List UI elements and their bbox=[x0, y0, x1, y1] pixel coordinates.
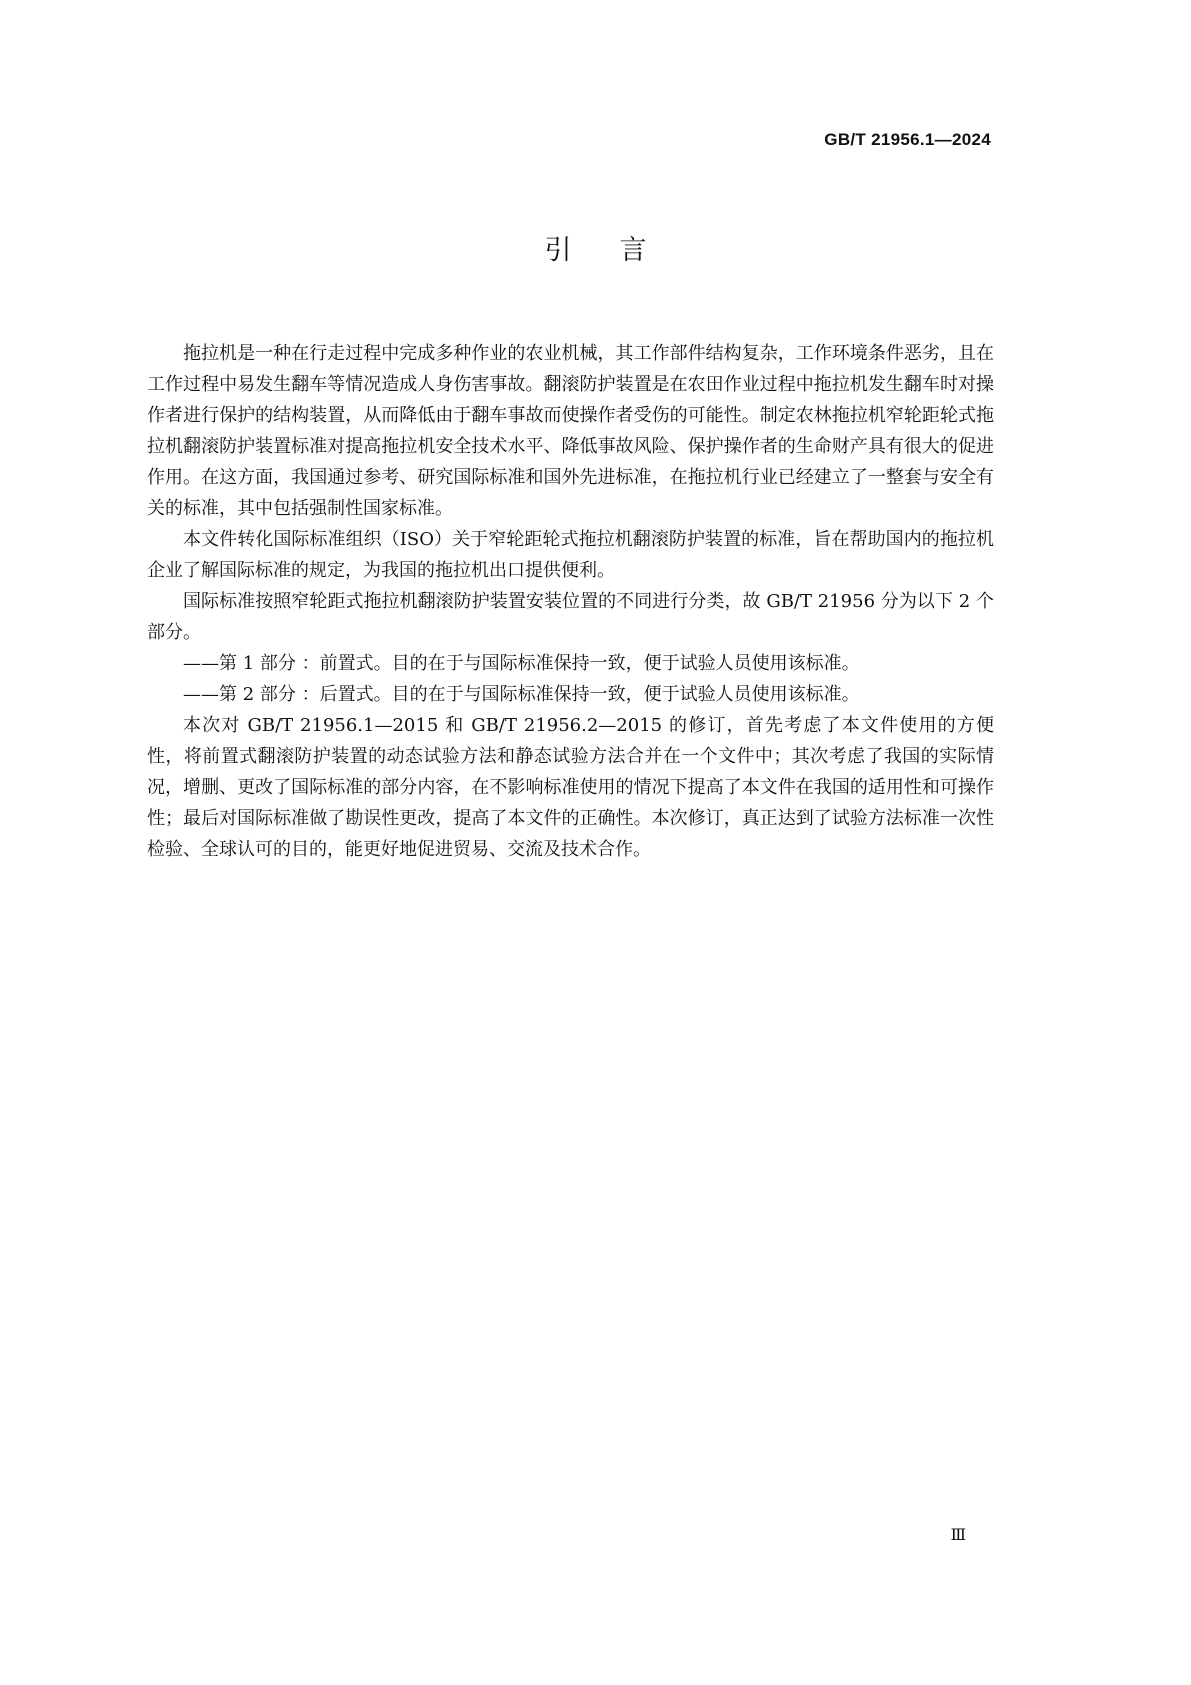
paragraph-revision: 本次对 GB/T 21956.1—2015 和 GB/T 21956.2—2015 的修订，首先考虑了本文件使用的方便性，将前置式翻滚防护装置的动态试验方法和静态试验方法合并在一个文件中；其次考虑了我国的实际情况，增删、更改了国际标准的部分内容，在不影响标准使用的情况下提高了本文件在我国的适用性和可操作性；最后对国际标准做了勘误性更改，提高了本文件的正确性。本次修订，真正达到了试验方法标准一次性检验、全球认可的目的，能更好地促进贸易、交流及技术合作。 bbox=[147, 715, 994, 860]
list-item-part-1: ——第 1 部分 ：前置式。目的在于与国际标准保持一致，便于试验人员使用该标准。 bbox=[183, 653, 860, 674]
paragraph-structure: 国际标准按照窄轮距式拖拉机翻滚防护装置安装位置的不同进行分类，故 GB/T 21956 分为以下 2 个部分。 bbox=[147, 591, 994, 643]
paragraph-purpose: 本文件转化国际标准组织（ISO）关于窄轮距轮式拖拉机翻滚防护装置的标准，旨在帮助国内的拖拉机企业了解国际标准的规定，为我国的拖拉机出口提供便利。 bbox=[147, 529, 994, 581]
standard-code: GB/T 21956.1—2024 bbox=[824, 130, 991, 149]
section-title: 引言 bbox=[544, 235, 695, 266]
list-item-part-2: ——第 2 部分 ：后置式。目的在于与国际标准保持一致，便于试验人员使用该标准。 bbox=[183, 684, 860, 705]
page-number: Ⅲ bbox=[950, 1525, 966, 1544]
introduction-body bbox=[147, 338, 994, 865]
paragraph-background: 拖拉机是一种在行走过程中完成多种作业的农业机械，其工作部件结构复杂，工作环境条件恶劣，且在工作过程中易发生翻车等情况造成人身伤害事故。翻滚防护装置是在农田作业过程中拖拉机发生翻车时对操作者进行保护的结构装置，从而降低由于翻车事故而使操作者受伤的可能性。制定农林拖拉机窄轮距轮式拖拉机翻滚防护装置标准对提高拖拉机安全技术水平、降低事故风险、保护操作者的生命财产具有很大的促进作用。在这方面，我国通过参考、研究国际标准和国外先进标准，在拖拉机行业已经建立了一整套与安全有关的标准，其中包括强制性国家标准。 bbox=[147, 343, 994, 519]
